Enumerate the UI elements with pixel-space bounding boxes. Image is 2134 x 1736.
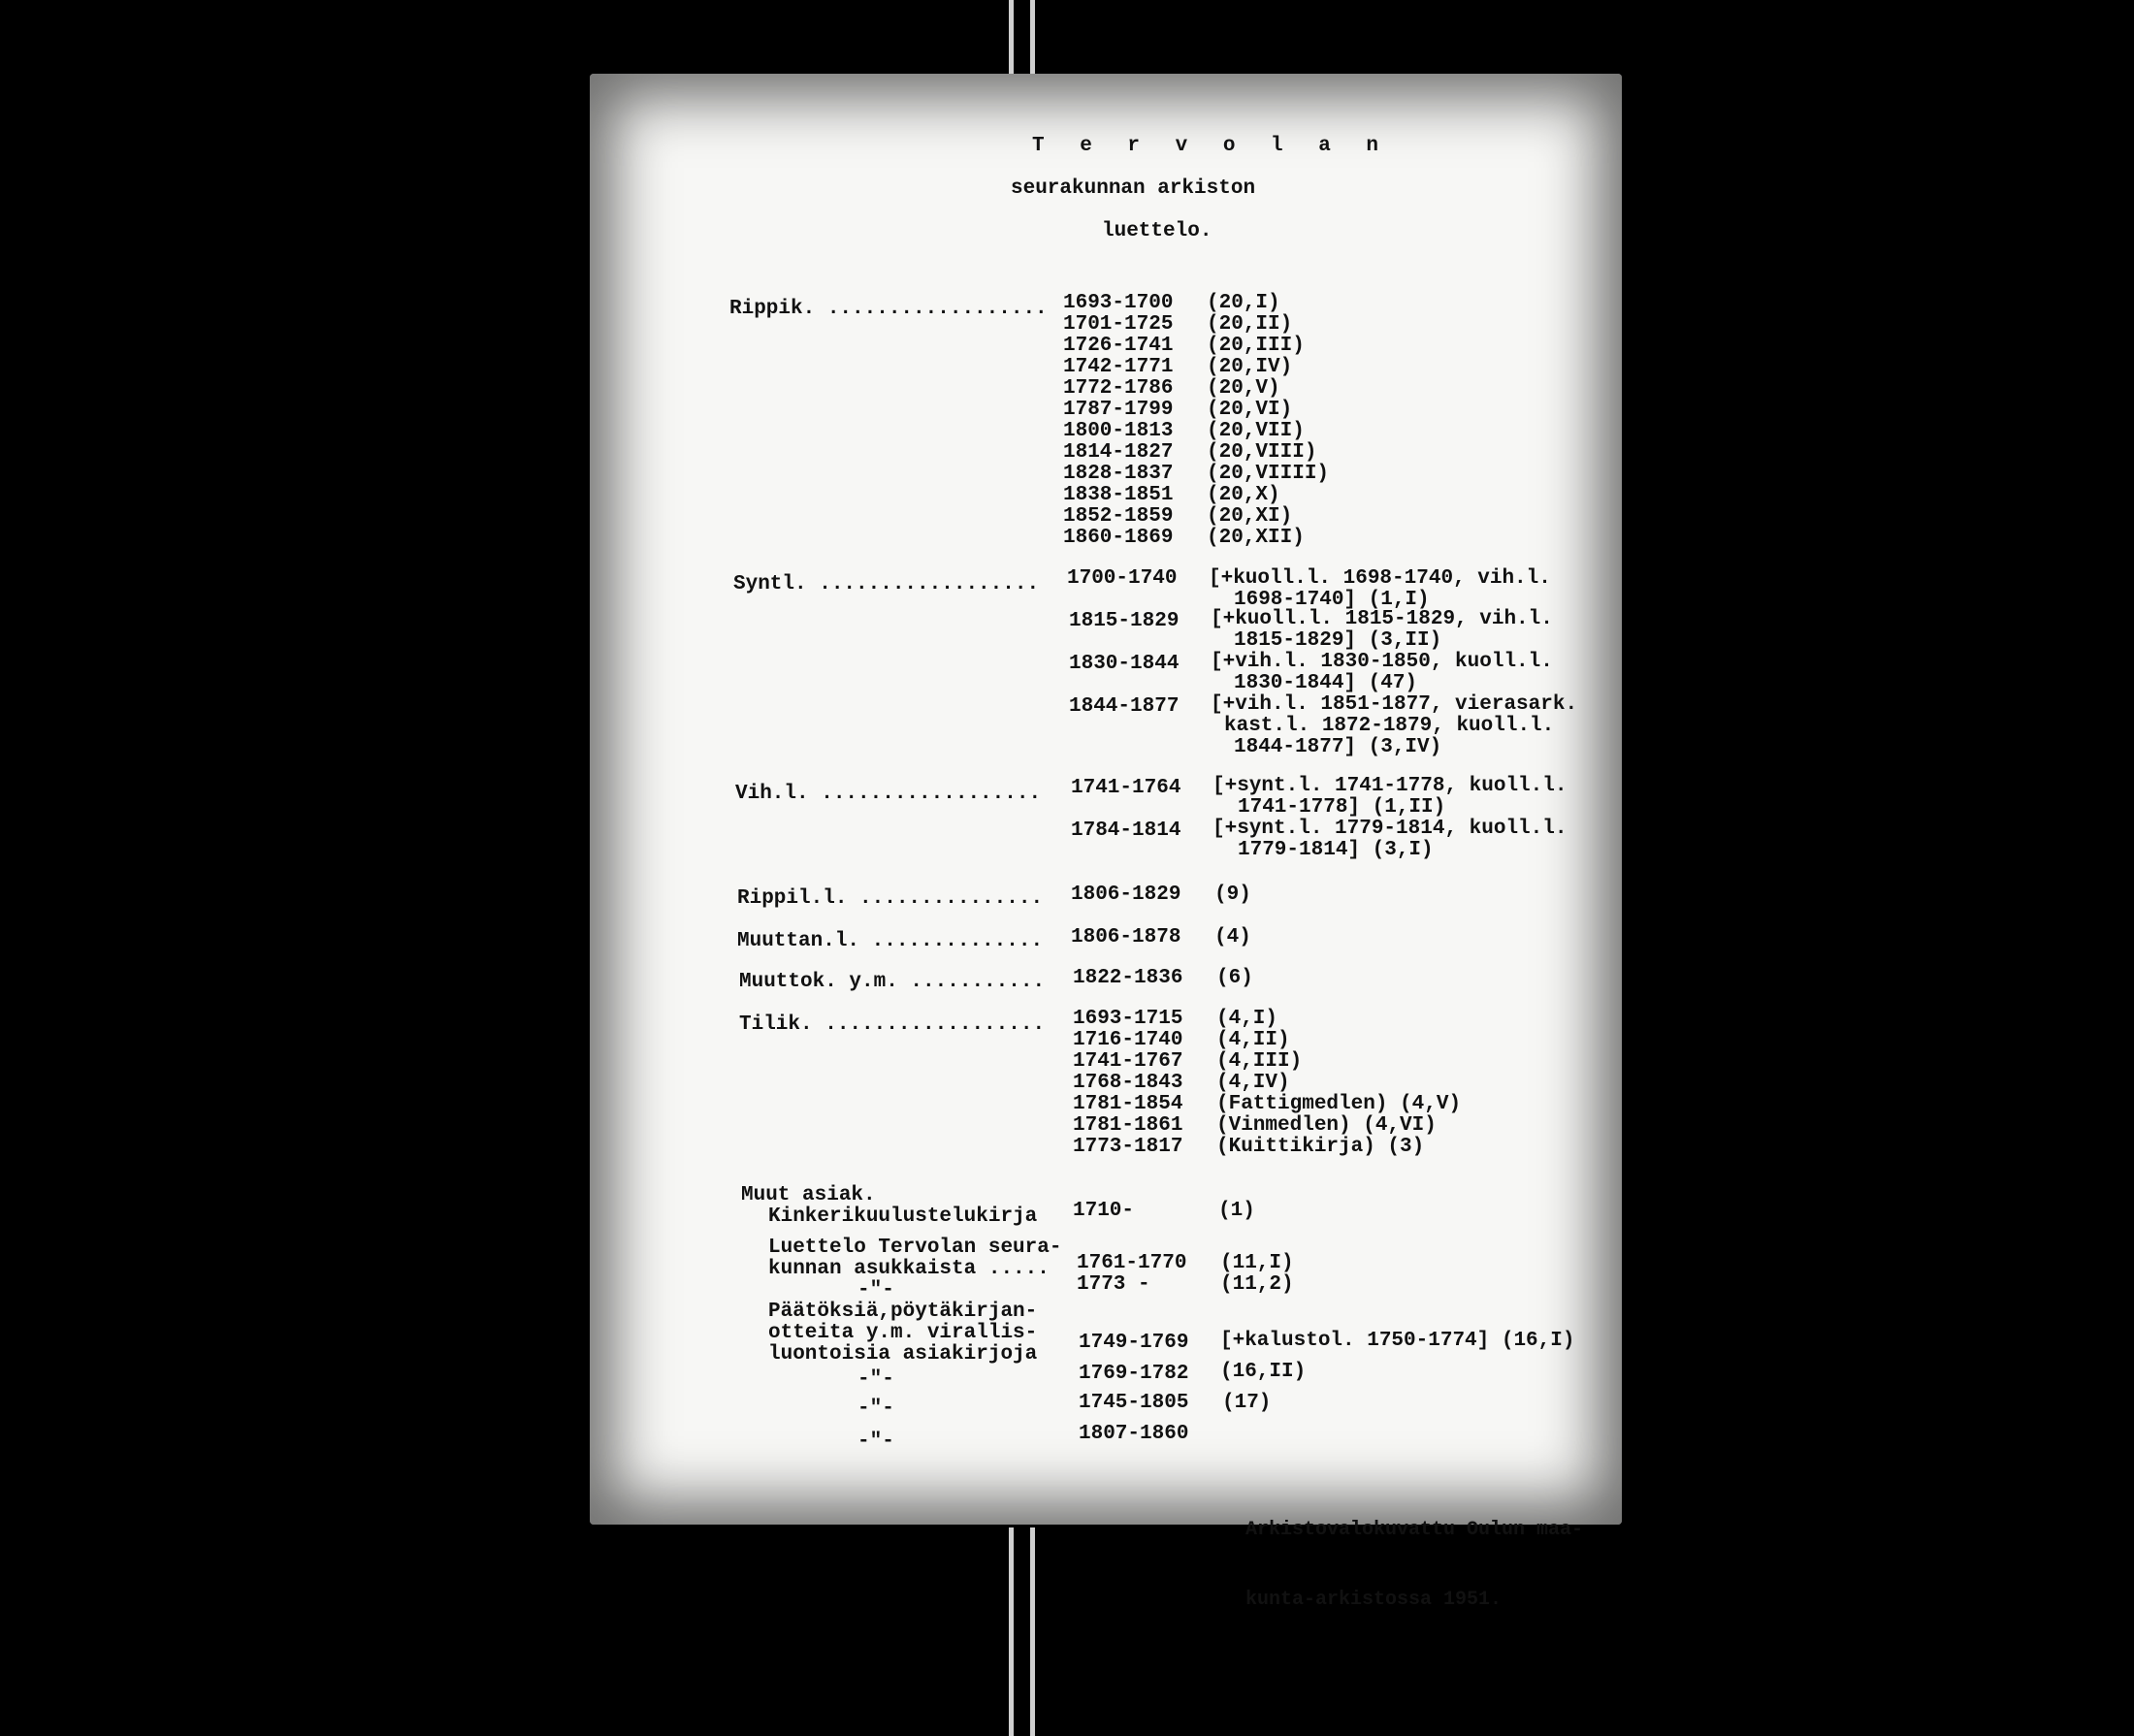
film-strip-top-right	[1030, 0, 1035, 78]
ref: (20,VII)	[1207, 420, 1305, 442]
ref: (20,XI)	[1207, 505, 1293, 528]
years: 1742-1771	[1063, 356, 1174, 378]
ref: (Kuittikirja) (3)	[1216, 1136, 1425, 1158]
section-label: Muuttok. y.m. ...........	[739, 971, 1046, 993]
years: 1860-1869	[1063, 527, 1174, 549]
ref: 1830-1844] (47)	[1234, 672, 1418, 694]
ref: 1815-1829] (3,II)	[1234, 629, 1442, 652]
archive-note-line-2: kunta-arkistossa 1951.	[1245, 1589, 1503, 1611]
years: 1806-1878	[1071, 926, 1181, 948]
ref: [+vih.l. 1830-1850, kuoll.l.	[1211, 651, 1553, 673]
item-label: -"-	[857, 1398, 894, 1420]
ref: (17)	[1222, 1392, 1272, 1414]
film-strip-bottom-right	[1030, 1527, 1035, 1736]
years: 1710-	[1073, 1200, 1135, 1222]
ref: [+synt.l. 1779-1814, kuoll.l.	[1212, 818, 1568, 840]
item-label: -"-	[857, 1368, 894, 1391]
ref: (4,I)	[1216, 1008, 1278, 1030]
years: 1787-1799	[1063, 399, 1174, 421]
item-label: Luettelo Tervolan seura-	[768, 1237, 1062, 1259]
ref: [+vih.l. 1851-1877, vierasark.	[1211, 693, 1578, 716]
years: 1768-1843	[1073, 1072, 1183, 1094]
item-label: luontoisia asiakirjoja	[768, 1343, 1038, 1366]
ref: (20,VIII)	[1207, 441, 1317, 464]
section-label: Vih.l. ..................	[735, 783, 1042, 805]
ref: (Vinmedlen) (4,VI)	[1216, 1114, 1437, 1137]
years: 1784-1814	[1071, 820, 1181, 842]
section-label: Tilik. ..................	[739, 1013, 1046, 1036]
years: 1741-1764	[1071, 777, 1181, 799]
ref: (11,I)	[1220, 1252, 1294, 1274]
years: 1701-1725	[1063, 313, 1174, 336]
item-label: -"-	[857, 1431, 894, 1453]
years: 1693-1700	[1063, 292, 1174, 314]
years: 1815-1829	[1069, 610, 1180, 632]
ref: (4,IV)	[1216, 1072, 1290, 1094]
item-label: -"-	[857, 1279, 894, 1302]
years: 1830-1844	[1069, 653, 1180, 675]
years: 1693-1715	[1073, 1008, 1183, 1030]
document-page	[590, 74, 1622, 1611]
ref: (1)	[1218, 1200, 1255, 1222]
years: 1806-1829	[1071, 884, 1181, 906]
section-label: Rippil.l. ...............	[737, 887, 1044, 910]
years: 1772-1786	[1063, 377, 1174, 400]
years: 1769-1782	[1079, 1363, 1189, 1385]
section-label: Rippik. ..................	[729, 298, 1048, 320]
years: 1800-1813	[1063, 420, 1174, 442]
item-label: kunnan asukkaista .....	[768, 1258, 1050, 1280]
years: 1749-1769	[1079, 1332, 1189, 1354]
years: 1726-1741	[1063, 335, 1174, 357]
years: 1838-1851	[1063, 484, 1174, 506]
years: 1814-1827	[1063, 441, 1174, 464]
item-label: otteita y.m. virallis-	[768, 1322, 1038, 1344]
item-label: Kinkerikuulustelukirja	[768, 1206, 1038, 1228]
ref: (20,V)	[1207, 377, 1280, 400]
ref: (20,VIIII)	[1207, 463, 1330, 485]
ref: (20,XII)	[1207, 527, 1305, 549]
ref: (4,III)	[1216, 1050, 1303, 1073]
page-subtitle: seurakunnan arkiston	[1011, 177, 1256, 200]
page-title: T e r v o l a n	[1032, 135, 1391, 157]
item-label: Päätöksiä,pöytäkirjan-	[768, 1301, 1038, 1323]
years: 1761-1770	[1077, 1252, 1187, 1274]
years: 1781-1861	[1073, 1114, 1183, 1137]
ref: kast.l. 1872-1879, kuoll.l.	[1224, 715, 1555, 737]
ref: [+kuoll.l. 1815-1829, vih.l.	[1211, 608, 1553, 630]
years: 1773 -	[1077, 1273, 1150, 1296]
archive-note-line-1: Arkistovalokuvattu Oulun maa-	[1245, 1519, 1584, 1541]
section-label: Syntl. ..................	[733, 573, 1040, 595]
ref: (9)	[1214, 884, 1251, 906]
ref: [+kuoll.l. 1698-1740, vih.l.	[1209, 567, 1551, 590]
years: 1807-1860	[1079, 1423, 1189, 1445]
years: 1781-1854	[1073, 1093, 1183, 1115]
ref: (20,IV)	[1207, 356, 1293, 378]
ref: (Fattigmedlen) (4,V)	[1216, 1093, 1462, 1115]
ref: (20,X)	[1207, 484, 1280, 506]
ref: [+synt.l. 1741-1778, kuoll.l.	[1212, 775, 1568, 797]
ref: (20,II)	[1207, 313, 1293, 336]
years: 1700-1740	[1067, 567, 1178, 590]
ref: (4,II)	[1216, 1029, 1290, 1051]
ref: 1844-1877] (3,IV)	[1234, 736, 1442, 758]
years: 1828-1837	[1063, 463, 1174, 485]
ref: 1698-1740] (1,I)	[1234, 589, 1430, 611]
years: 1822-1836	[1073, 967, 1183, 989]
ref: (4)	[1214, 926, 1251, 948]
archive-note	[1245, 1472, 1583, 1658]
ref: 1741-1778] (1,II)	[1238, 796, 1446, 819]
years: 1745-1805	[1079, 1392, 1189, 1414]
ref: (20,I)	[1207, 292, 1280, 314]
ref: [+kalustol. 1750-1774] (16,I)	[1220, 1330, 1575, 1352]
ref: 1779-1814] (3,I)	[1238, 839, 1434, 861]
film-strip-top-left	[1009, 0, 1014, 78]
page-subtitle-2: luettelo.	[1102, 220, 1212, 242]
film-strip-bottom-left	[1009, 1527, 1014, 1736]
years: 1773-1817	[1073, 1136, 1183, 1158]
ref: (11,2)	[1220, 1273, 1294, 1296]
ref: (16,II)	[1220, 1361, 1307, 1383]
section-label: Muuttan.l. ..............	[737, 930, 1044, 952]
years: 1852-1859	[1063, 505, 1174, 528]
ref: (20,III)	[1207, 335, 1305, 357]
ref: (20,VI)	[1207, 399, 1293, 421]
years: 1716-1740	[1073, 1029, 1183, 1051]
section-heading: Muut asiak.	[741, 1184, 876, 1206]
years: 1741-1767	[1073, 1050, 1183, 1073]
years: 1844-1877	[1069, 695, 1180, 718]
ref: (6)	[1216, 967, 1253, 989]
